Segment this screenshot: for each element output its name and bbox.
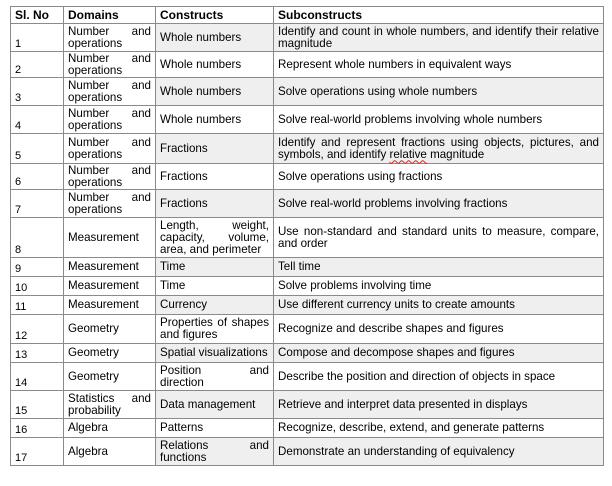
row-subconstruct: Compose and decompose shapes and figures bbox=[274, 344, 604, 363]
row-number: 17 bbox=[11, 438, 64, 466]
row-number: 6 bbox=[11, 164, 64, 190]
row-construct: Whole numbers bbox=[156, 106, 274, 134]
row-domain: Measurement bbox=[64, 296, 156, 315]
row-domain: Geometry bbox=[64, 363, 156, 391]
row-domain: Measurement bbox=[64, 258, 156, 277]
header-sl-no: Sl. No bbox=[11, 7, 64, 24]
row-construct: Whole numbers bbox=[156, 78, 274, 106]
row-number: 3 bbox=[11, 78, 64, 106]
row-number: 4 bbox=[11, 106, 64, 134]
row-subconstruct: Solve operations using whole numbers bbox=[274, 78, 604, 106]
row-subconstruct: Use non-standard and standard units to measure, compare, and order bbox=[274, 218, 604, 258]
table-row bbox=[11, 419, 604, 438]
row-construct: Whole numbers bbox=[156, 24, 274, 52]
row-domain: Geometry bbox=[64, 344, 156, 363]
row-number: 9 bbox=[11, 258, 64, 277]
row-domain: Measurement bbox=[64, 277, 156, 296]
row-construct: Length, weight, capacity, volume, area, and perimeter bbox=[156, 218, 274, 258]
table-row bbox=[11, 296, 604, 315]
row-number: 13 bbox=[11, 344, 64, 363]
row-construct: Time bbox=[156, 258, 274, 277]
constructs-table bbox=[10, 6, 604, 466]
table-row bbox=[11, 438, 604, 466]
row-domain: Geometry bbox=[64, 315, 156, 344]
table-body bbox=[11, 24, 604, 466]
row-subconstruct: Identify and count in whole numbers, and identify their relative magnitude bbox=[274, 24, 604, 52]
row-construct: Currency bbox=[156, 296, 274, 315]
row-subconstruct: Solve problems involving time bbox=[274, 277, 604, 296]
row-number: 7 bbox=[11, 190, 64, 218]
spellcheck-word: relative bbox=[389, 147, 427, 161]
table-row bbox=[11, 24, 604, 52]
row-subconstruct: Demonstrate an understanding of equivalency bbox=[274, 438, 604, 466]
table-row bbox=[11, 277, 604, 296]
row-subconstruct: Solve operations using fractions bbox=[274, 164, 604, 190]
row-construct: Properties of shapes and figures bbox=[156, 315, 274, 344]
row-construct: Spatial visualizations bbox=[156, 344, 274, 363]
row-construct: Position and direction bbox=[156, 363, 274, 391]
row-domain: Number and operations bbox=[64, 78, 156, 106]
table-row bbox=[11, 344, 604, 363]
row-construct: Patterns bbox=[156, 419, 274, 438]
table-row bbox=[11, 106, 604, 134]
table-row bbox=[11, 218, 604, 258]
header-constructs: Constructs bbox=[156, 7, 274, 24]
row-number: 5 bbox=[11, 134, 64, 164]
row-domain: Measurement bbox=[64, 218, 156, 258]
row-domain: Number and operations bbox=[64, 52, 156, 78]
row-construct: Fractions bbox=[156, 134, 274, 164]
row-number: 16 bbox=[11, 419, 64, 438]
row-subconstruct: Recognize, describe, extend, and generate patterns bbox=[274, 419, 604, 438]
table-row bbox=[11, 164, 604, 190]
row-number: 14 bbox=[11, 363, 64, 391]
row-domain: Algebra bbox=[64, 419, 156, 438]
row-domain: Statistics and probability bbox=[64, 391, 156, 419]
row-number: 15 bbox=[11, 391, 64, 419]
row-subconstruct: Describe the position and direction of objects in space bbox=[274, 363, 604, 391]
table-row bbox=[11, 315, 604, 344]
row-subconstruct: Solve real-world problems involving whole numbers bbox=[274, 106, 604, 134]
table-header-row bbox=[11, 7, 604, 24]
row-subconstruct: Recognize and describe shapes and figures bbox=[274, 315, 604, 344]
table-row bbox=[11, 190, 604, 218]
row-domain: Number and operations bbox=[64, 190, 156, 218]
row-construct: Time bbox=[156, 277, 274, 296]
text-fragment: Identify and represent fractions using objects, pictures, and symbols, and identify bbox=[278, 135, 599, 161]
table-row bbox=[11, 52, 604, 78]
row-number: 8 bbox=[11, 218, 64, 258]
table-row bbox=[11, 134, 604, 164]
table-row bbox=[11, 363, 604, 391]
row-number: 12 bbox=[11, 315, 64, 344]
row-number: 10 bbox=[11, 277, 64, 296]
row-subconstruct: Tell time bbox=[274, 258, 604, 277]
row-construct: Whole numbers bbox=[156, 52, 274, 78]
row-subconstruct: Retrieve and interpret data presented in displays bbox=[274, 391, 604, 419]
row-subconstruct: Solve real-world problems involving fractions bbox=[274, 190, 604, 218]
header-domains: Domains bbox=[64, 7, 156, 24]
row-construct: Relations and functions bbox=[156, 438, 274, 466]
row-domain: Number and operations bbox=[64, 24, 156, 52]
row-domain: Number and operations bbox=[64, 106, 156, 134]
row-number: 2 bbox=[11, 52, 64, 78]
row-construct: Fractions bbox=[156, 190, 274, 218]
table-row bbox=[11, 391, 604, 419]
row-construct: Fractions bbox=[156, 164, 274, 190]
row-subconstruct: Use different currency units to create amounts bbox=[274, 296, 604, 315]
row-construct: Data management bbox=[156, 391, 274, 419]
row-subconstruct: Represent whole numbers in equivalent ways bbox=[274, 52, 604, 78]
table-row bbox=[11, 78, 604, 106]
row-subconstruct bbox=[274, 134, 604, 164]
row-number: 11 bbox=[11, 296, 64, 315]
row-domain: Algebra bbox=[64, 438, 156, 466]
row-domain: Number and operations bbox=[64, 164, 156, 190]
table-row bbox=[11, 258, 604, 277]
text-fragment: magnitude bbox=[426, 147, 485, 161]
row-number: 1 bbox=[11, 24, 64, 52]
row-domain: Number and operations bbox=[64, 134, 156, 164]
header-subconstructs: Subconstructs bbox=[274, 7, 604, 24]
document-page bbox=[10, 6, 603, 466]
